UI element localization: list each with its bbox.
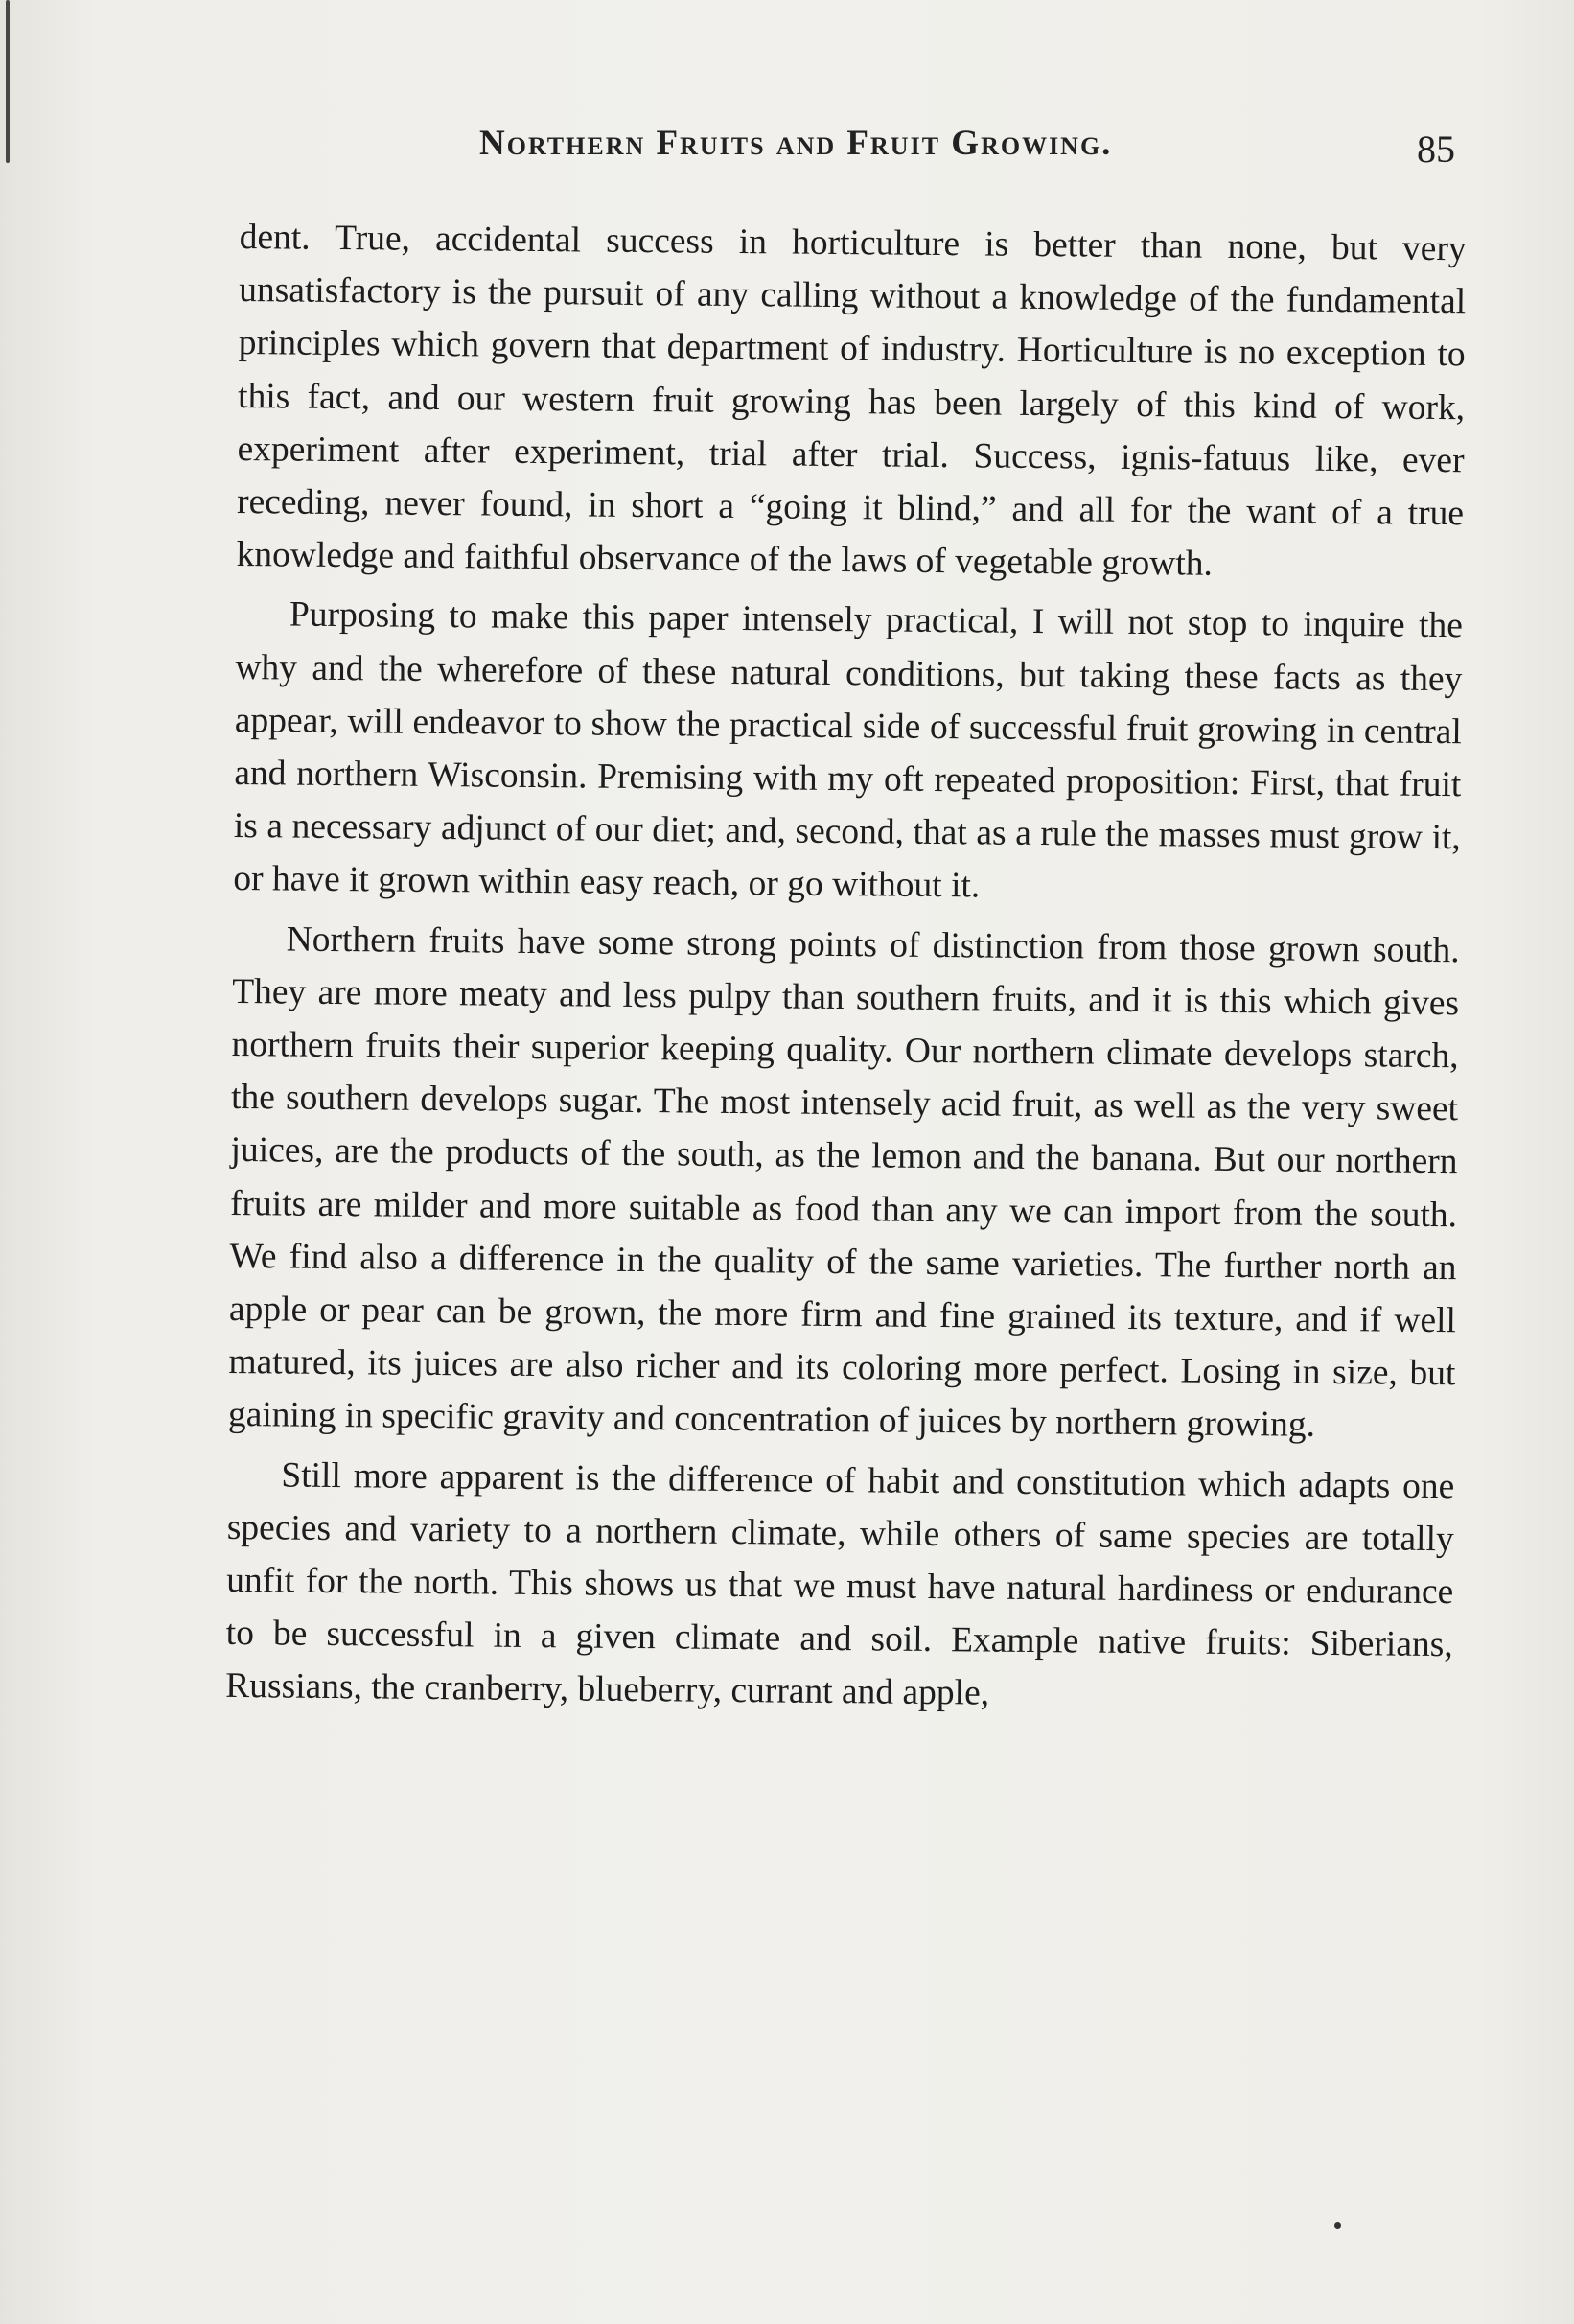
running-header: Northern Fruits and Fruit Growing. <box>479 124 1113 163</box>
page-edge-shadow <box>6 0 10 163</box>
paragraph-4: Still more apparent is the difference of habit and constitution which adapts one species and variety to a northern climate, while others of same species are totally unfit for the north. This shows us that we must have natural hardiness or endurance to be successful in a given climate and soil. Example native fruits: Siberians, Russians, the cranberry, blueberry, currant and apple, <box>225 1455 1455 1714</box>
page-number: 85 <box>1417 128 1455 171</box>
body-text <box>225 211 1467 1731</box>
ink-speck <box>1334 2222 1341 2229</box>
paragraph-3: Northern fruits have some strong points of distinction from those grown south. They are more meaty and less pulpy than southern fruits, and it is this which gives northern fruits their superior keeping quality. Our northern climate develops starch, the southern develops sugar. The most intensely acid fruit, as well as the very sweet juices, are the products of the south, as the lemon and the banana. But our northern fruits are milder and more suitable as food than any we can import from the south. We find also a difference in the quality of the same varieties. The further north an apple or pear can be grown, the more firm and fine grained its texture, and if well matured, its juices are also richer and its coloring more perfect. Losing in size, but gaining in specific gravity and concentration of juices by northern growing. <box>227 919 1460 1446</box>
paragraph-2: Purposing to make this paper intensely practical, I will not stop to inquire the why and the wherefore of these natural conditions, but taking these facts as they appear, will endeavor to show the practical side of successful fruit growing in central and northern Wisconsin. Premising with my oft repeated proposition: First, that fruit is a necessary adjunct of our diet; and, second, that as a rule the masses must grow it, or have it grown within easy reach, or go without it. <box>233 594 1464 906</box>
paragraph-1: dent. True, accidental success in horticulture is better than none, but very unsatisfactory is the pursuit of any calling without a knowledge of the fundamental principles which govern that department of industry. Horticulture is no exception to this fact, and our western fruit growing has been largely of this kind of work, experiment after experiment, trial after trial. Success, ignis-fatuus like, ever receding, never found, in short a “going it blind,” and all for the want of a true knowledge and faithful observance of the laws of vegetable growth. <box>236 217 1467 584</box>
